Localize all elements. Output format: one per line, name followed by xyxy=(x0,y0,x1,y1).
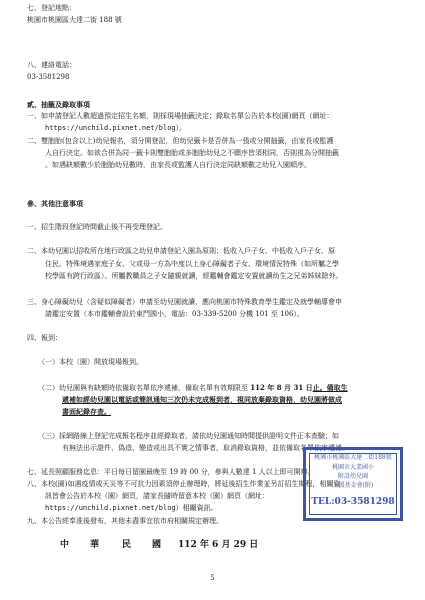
other-item5: 七、延長照顧服務迄息：平日每日留園最晚至 19 時 00 分，參與人數達 1 人以上即可開辦。 xyxy=(27,468,315,476)
seal-line4: 支援基金會(附) xyxy=(332,482,374,489)
other-item4-sub1: （一）本校（園）開放現場報到。 xyxy=(38,358,143,366)
lottery-heading: 貳、抽籤及錄取事項 xyxy=(27,100,90,109)
phone-number: 03-3581298 xyxy=(27,73,70,81)
other-item2-line2: 住民、特殊境遇家庭子女、父或母一方為中度以上身心障礙者子女、環境情況特殊（如所屬之學 xyxy=(45,260,339,268)
other-heading: 參、其他注意事項 xyxy=(27,199,83,208)
sub2-deadline: 112 年 8 月 31 日 xyxy=(250,383,313,392)
other-item6-link[interactable]: https://unchild.pixnet.net/blog）相關資訊。 xyxy=(45,504,218,512)
lottery-item2-line3: 。如遇缺額數少於胞胎幼兒數時，由家長或監護人自行決定同缺額數之幼兒入園順序。 xyxy=(45,161,311,169)
other-item6-line1: 八、本校(園)如遇疫情或天災等不可抗力因素須停止辦理時，將延後招生作業並另訂招生期程，相關資 xyxy=(27,480,341,488)
lottery-item1-link[interactable]: https://unchild.pixnet.net/blog）。 xyxy=(45,124,187,132)
date-char-2: 華 xyxy=(90,540,100,550)
other-item3-line1: 三、身心障礙幼兒（含疑似障礙者）申請至幼兒園就讀，應向桃園市特殊教育學生鑑定及就學輔導會申 xyxy=(27,298,342,306)
other-item4-sub2-line1 xyxy=(38,383,348,393)
other-item4-sub3-line2: 有無法出示證件、偽造、變造或出具不實之情事者，取消錄取資格，並依備取名單依序遞補。 xyxy=(62,444,349,452)
other-item4-sub2-line2: 遞補如經幼兒園以電話或簡訊通知三次仍未完成報到者，視同放棄錄取資格，幼兒園將做成 xyxy=(62,395,342,404)
other-item2-line1: 二、本幼兒園以招收所在地行政區之幼兒申請登記入園為原則；低收入戶子女、中低收入戶子女、原 xyxy=(27,247,335,255)
page-number: 5 xyxy=(210,574,215,582)
date-char-1: 中 xyxy=(60,540,70,550)
location-heading: 七、登記地點： xyxy=(27,4,76,12)
date-char-3: 民 xyxy=(122,540,132,550)
sub2-text-a: （二）幼兒園與有缺額時依備取名單依序遞補，備取名單有效期限至 xyxy=(38,384,251,392)
lottery-item1-line1: 一、如申請登記人數超過預定招生名額，則採現場抽籤決定；錄取名單公告於本校(園)網頁（網址： xyxy=(27,112,334,120)
other-item4-sub3-line1: （三）採網路線上登記完成報名程序並經錄取者，請依幼兒園通知時間提供證明文件正本查驗；如 xyxy=(38,432,339,440)
lottery-item2-line1: 二、雙胞胎(包含以上)幼兒報名，須分開登記，但幼兒籤卡是否併為一張或分開抽籤，由家長或監護 xyxy=(27,137,334,145)
phone-heading: 八、連絡電話： xyxy=(27,61,76,69)
official-seal-stamp xyxy=(303,447,403,521)
lottery-item2-line2: 人自行決定。如欲合併為同一籤卡則雙胞胎或多胞胎幼兒之不願序皆須相同，否則視為分開抽籤 xyxy=(45,149,339,157)
other-item4-sub2-line3: 書面紀錄存查。 xyxy=(62,407,111,416)
seal-line2: 桃園市大業國小 xyxy=(331,464,374,471)
other-item4: 四、報到： xyxy=(27,334,62,342)
other-item6-line2: 訊皆會公告於本校（園）網頁，請家長隨時留意本校（園）網頁（網址： xyxy=(45,492,269,500)
other-item3-line2: 請鑑定安置（本市鑑輔會設於東門國小，電話：03-339-5200 分機 101 至 106）。 xyxy=(45,310,304,318)
sub2-text-c: 止。備取生 xyxy=(312,383,348,392)
seal-line1: 桃園市桃園區大達二街188號 xyxy=(314,454,392,461)
location-address: 桃園市桃園區大達二街 188 號 xyxy=(27,16,122,24)
seal-line3: 附設幼兒園 xyxy=(337,473,368,480)
other-item7: 九、本公告經奉准後發布，其他未盡事宜依市府相關規定辦理。 xyxy=(27,517,223,525)
other-item2-line3: 校學區有跨行政區）、所屬教職員之子女隨親就讀，經鑑輔會鑑定安置就讀幼生之兄弟姊妹除外。 xyxy=(45,272,343,280)
other-item1: 一、招生階段登記時間截止後不再受理登記。 xyxy=(27,223,167,231)
date-value: 112 年 6 月 29 日 xyxy=(178,540,259,550)
seal-tel: TEL:03-3581298 xyxy=(311,497,395,507)
date-char-4: 國 xyxy=(152,540,162,550)
